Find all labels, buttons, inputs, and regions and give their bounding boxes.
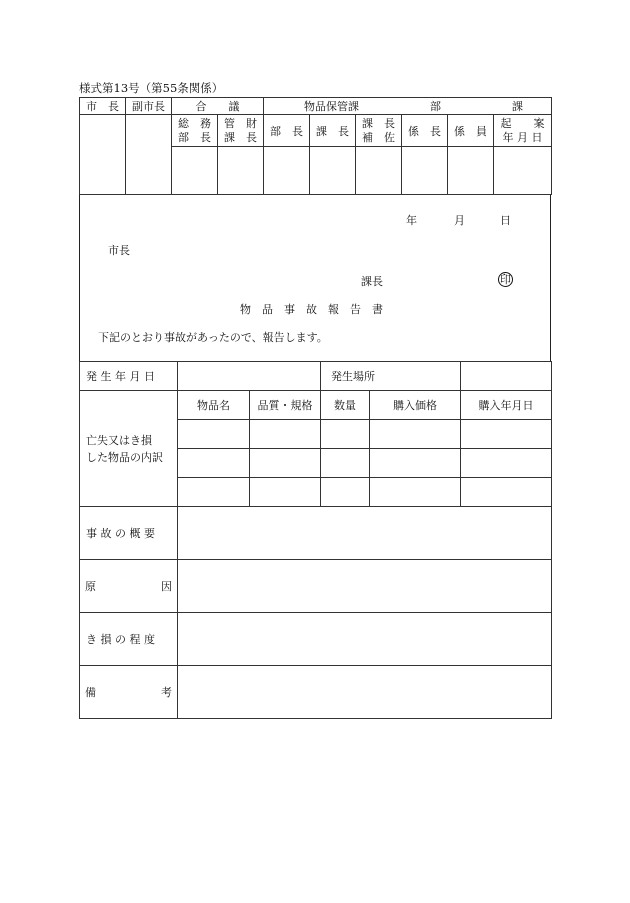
finance-stamp-cell[interactable] bbox=[218, 147, 264, 195]
bu-label: 部 bbox=[430, 100, 442, 113]
item-cell[interactable] bbox=[461, 449, 552, 478]
cause-label: 原 因 bbox=[80, 560, 178, 613]
intro-text: 下記のとおり事故があったので、報告します。 bbox=[98, 331, 328, 344]
dept-head-header: 部 長 bbox=[264, 115, 310, 147]
occurrence-date-label: 発 生 年 月 日 bbox=[80, 362, 178, 391]
item-cell[interactable] bbox=[178, 478, 250, 507]
mayor-stamp-cell[interactable] bbox=[80, 115, 126, 195]
custody-section-header bbox=[264, 98, 552, 115]
section-chief-header: 課 長 bbox=[310, 115, 356, 147]
day-label: 日 bbox=[500, 214, 511, 227]
item-cell[interactable] bbox=[321, 449, 370, 478]
item-cell[interactable] bbox=[178, 449, 250, 478]
year-label: 年 bbox=[406, 214, 417, 227]
seal-mark: 印 bbox=[500, 273, 511, 286]
dept-head-stamp-cell[interactable] bbox=[264, 147, 310, 195]
remarks-value[interactable] bbox=[178, 666, 552, 719]
approval-table bbox=[79, 97, 551, 195]
summary-value[interactable] bbox=[178, 507, 552, 560]
ka-label: 課 bbox=[512, 100, 524, 113]
subsection-chief-stamp-cell[interactable] bbox=[402, 147, 448, 195]
column-purchase-price: 購入価格 bbox=[370, 391, 461, 420]
assistant-chief-stamp-cell[interactable] bbox=[356, 147, 402, 195]
section-chief-stamp-cell[interactable] bbox=[310, 147, 356, 195]
occurrence-place-value[interactable] bbox=[461, 362, 552, 391]
details-table bbox=[79, 361, 551, 718]
sender-title: 課長 bbox=[361, 275, 383, 288]
item-cell[interactable] bbox=[250, 478, 321, 507]
general-affairs-stamp-cell[interactable] bbox=[172, 147, 218, 195]
damage-degree-label: き 損 の 程 度 bbox=[80, 613, 178, 666]
vice-mayor-stamp-cell[interactable] bbox=[126, 115, 172, 195]
lost-items-label: 亡失又はき損 した物品の内訳 bbox=[80, 391, 178, 507]
column-quantity: 数量 bbox=[321, 391, 370, 420]
item-cell[interactable] bbox=[370, 449, 461, 478]
summary-label: 事 故 の 概 要 bbox=[80, 507, 178, 560]
drafting-date-header: 起 案 年 月 日 bbox=[494, 115, 552, 147]
item-cell[interactable] bbox=[250, 449, 321, 478]
item-cell[interactable] bbox=[178, 420, 250, 449]
consultation-header: 合 議 bbox=[172, 98, 264, 115]
month-label: 月 bbox=[454, 214, 465, 227]
vice-mayor-header: 副市長 bbox=[126, 98, 172, 115]
report-body bbox=[79, 195, 551, 361]
column-quality-spec: 品質・規格 bbox=[250, 391, 321, 420]
item-cell[interactable] bbox=[250, 420, 321, 449]
drafting-date-cell[interactable] bbox=[494, 147, 552, 195]
item-cell[interactable] bbox=[461, 420, 552, 449]
mayor-header: 市 長 bbox=[80, 98, 126, 115]
column-purchase-date: 購入年月日 bbox=[461, 391, 552, 420]
report-title: 物 品 事 故 報 告 書 bbox=[240, 303, 383, 316]
occurrence-place-label: 発生場所 bbox=[321, 362, 461, 391]
item-cell[interactable] bbox=[321, 420, 370, 449]
item-cell[interactable] bbox=[461, 478, 552, 507]
item-cell[interactable] bbox=[370, 478, 461, 507]
damage-degree-value[interactable] bbox=[178, 613, 552, 666]
addressee: 市長 bbox=[108, 244, 130, 257]
general-affairs-director-header: 総 務 部 長 bbox=[172, 115, 218, 147]
item-cell[interactable] bbox=[370, 420, 461, 449]
assistant-chief-header: 課 長 補 佐 bbox=[356, 115, 402, 147]
item-cell[interactable] bbox=[321, 478, 370, 507]
finance-chief-header: 管 財 課 長 bbox=[218, 115, 264, 147]
column-item-name: 物品名 bbox=[178, 391, 250, 420]
staff-header: 係 員 bbox=[448, 115, 494, 147]
subsection-chief-header: 係 長 bbox=[402, 115, 448, 147]
form-number-label: 様式第13号（第55条関係） bbox=[79, 81, 224, 95]
staff-stamp-cell[interactable] bbox=[448, 147, 494, 195]
occurrence-date-value[interactable] bbox=[178, 362, 321, 391]
remarks-label: 備 考 bbox=[80, 666, 178, 719]
cause-value[interactable] bbox=[178, 560, 552, 613]
custody-section-name: 物品保管課 bbox=[304, 100, 359, 113]
